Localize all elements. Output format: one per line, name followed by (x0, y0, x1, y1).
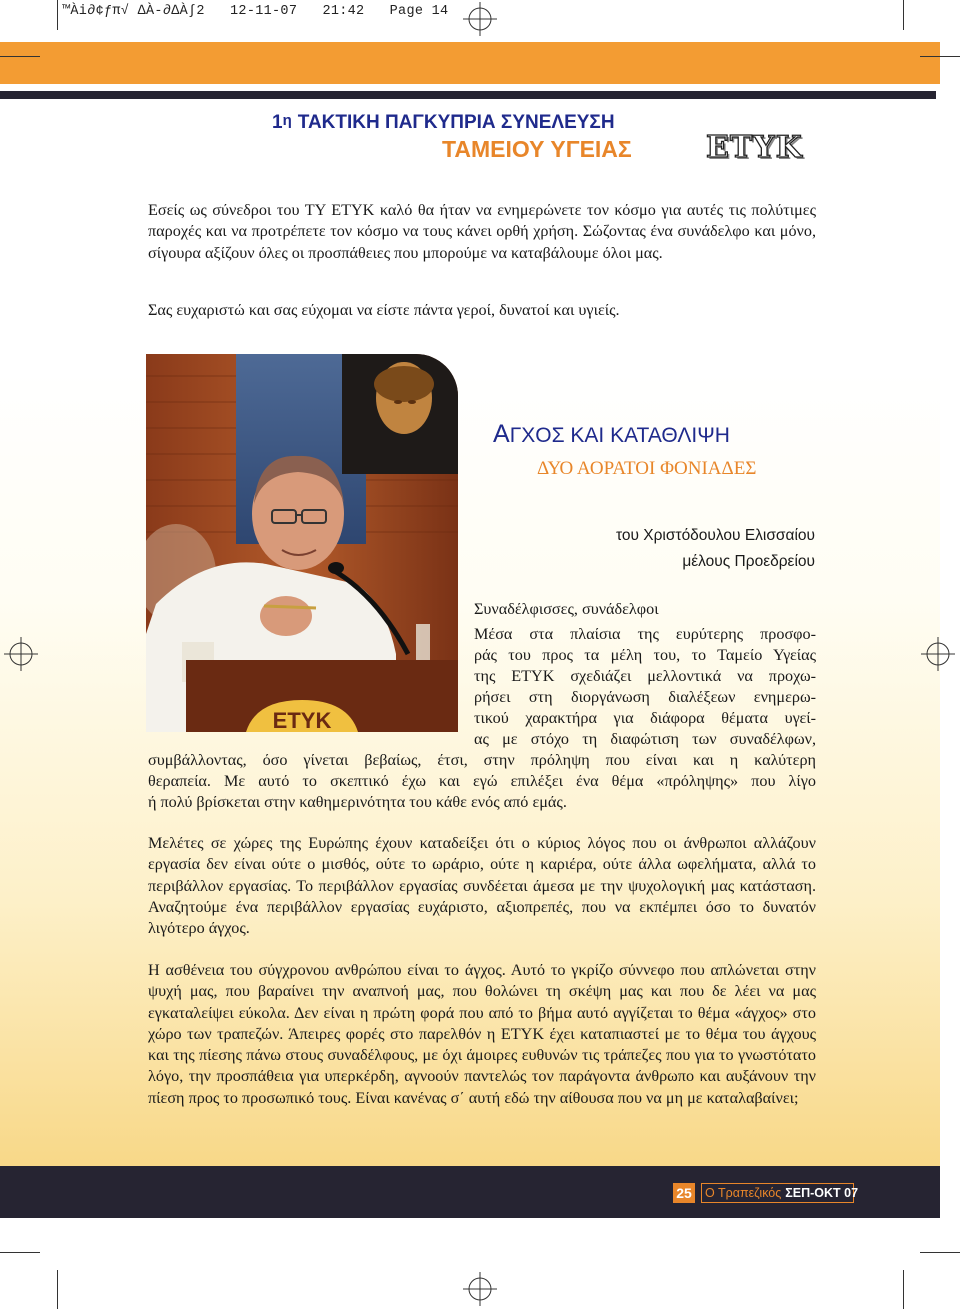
crop-mark (0, 56, 40, 57)
crop-mark (0, 1252, 40, 1253)
podium-logo-text: ΕΤΥΚ (272, 708, 332, 732)
header-dark-strip (0, 91, 936, 99)
magazine-name: Ο Τραπεζικός (705, 1186, 782, 1200)
body-line: θεραπεία. Με αυτό το σκεπτικό έχω και εγώ επιλέξει ένα θέμα «πρόληψης» που λίγο (148, 772, 816, 790)
thanks-paragraph: Σας ευχαριστώ και σας εύχομαι να είστε πάντα γεροί, δυνατοί και υγιείς. (148, 301, 620, 319)
body-line: ράς του προς τα μέλη του, το Ταμείο Υγείας (474, 646, 816, 664)
issue-date: ΣΕΠ-ΟΚΤ 07 (785, 1186, 859, 1200)
article-title-rest: ΓΧΟΣ ΚΑΙ ΚΑΤΑΘΛΙΨΗ (509, 424, 730, 447)
body-line: τικού χαρακτήρα για διάφορα θέματα υγεί- (474, 709, 816, 727)
article-subtitle: ΔΥΟ ΑΟΡΑΤΟΙ ΦΟΝΙΑΔΕΣ (537, 458, 757, 479)
registration-mark-icon (463, 2, 497, 36)
body-line: συμβάλλοντας, όσο γίνεται βεβαίως, έτσι, στην πρόληψη που είναι και η καλύτερη (148, 751, 816, 769)
body-line: ας με στόχο τη διαφώτιση των συναδέλφων, (474, 730, 816, 748)
body-line: ρήσει στη διοργάνωση διαλέξεων ενημερω- (474, 688, 816, 706)
body-paragraph-2: Μελέτες σε χώρες της Ευρώπης έχουν καταδείξει ότι ο κύριος λόγος που οι άνθρωποι αλλάζουν εργασία δεν είναι ούτε ο μισθός, ούτε το ωράριο, ούτε η καριέρα, ούτε άλλα ωφελήματα, αλλά το περιβάλλον εργασίας. Το περιβάλλον εργασίας συνδέεται άμεσα με την ψυχολογική μας κατάσταση. Αναζητούμε ένα περιβάλλον εργασίας ευχάριστο, αξιοπρεπές, που να εκπέμπει όσο το δυνατόν λιγότερο άγχος. (148, 834, 816, 938)
intro-paragraph: Εσείς ως σύνεδροι του ΤΥ ΕΤΥΚ καλό θα ήταν να ενημερώνετε τον κόσμο για αυτές τις πολύτιμες παροχές και να προτρέπετε τον κόσμο να τους κάνει ορθή χρήση. Σώζοντας ένα συνάδελφο και μόνο, σίγουρα αξίζουν όλες οι προσπάθειες που μπορούμε να καταβάλουμε όλοι μας. (148, 201, 816, 262)
section-header-line1 (272, 112, 615, 134)
header-orange-bar (0, 42, 940, 84)
page-number: 25 (673, 1183, 695, 1203)
byline-author: του Χριστόδουλου Ελισσαίου (615, 527, 815, 544)
registration-mark-icon (4, 637, 38, 671)
crop-mark (57, 0, 58, 30)
crop-mark (903, 0, 904, 30)
body-paragraph-3: Η ασθένεια του σύγχρονου ανθρώπου είναι το άγχος. Αυτό το γκρίζο σύννεφο που απλώνεται στην ψυχή μας, που βαραίνει την αναπνοή μας, που θολώνει τη σκέψη μας και που δε λέει να μας εγκαταλείψει εύκολα. Δεν είναι η πρώτη φορά που από το βήμα αυτό αγγίζεται το θέμα «άγχος» στο χώρο των τραπεζών. Άπειρες φορές στο παρελθόν η ΕΤΥΚ έχει καταπιαστεί με το θέμα του άγχους και της πίεσης πάνω στους συναδέλφους, με όχι άμοιρες ευθυνών τις τράπεζες που για το γνωστότατο λόγο, την προσπάθεια για υπερκέρδη, αγνοούν παντελώς τον παράγοντα άνθρωπο και αυξάνουν την πίεση προς το προσωπικό τους. Είναι κανένας σ΄ αυτή εδώ την αίθουσα που να μη με καταλαβαίνει; (148, 961, 816, 1107)
crop-mark (920, 56, 960, 57)
print-slug: ™Ài∂¢ƒπ√ ∆À-∂∆À∫2 12-11-07 21:42 Page 14 (62, 4, 449, 19)
header-assembly-title: ΤΑΚΤΙΚΗ ΠΑΓΚΥΠΡΙΑ ΣΥΝΕΛΕΥΣΗ (297, 112, 615, 133)
crop-mark (903, 1270, 904, 1309)
section-header-line2: ΤΑΜΕΙΟΥ ΥΓΕΙΑΣ (442, 136, 632, 162)
article-title-initial: Α (493, 420, 510, 448)
speaker-photo (146, 354, 458, 732)
body-line: ή πολύ βρίσκεται στην καθημερινότητα του κάθε ενός από εμάς. (148, 793, 567, 811)
salutation: Συναδέλφισσες, συνάδελφοι (474, 600, 659, 618)
etyk-logo: ΕΤΥΚ (706, 130, 803, 165)
footer-publication (701, 1183, 859, 1203)
body-line: Μέσα στα πλαίσια της ευρύτερης προσφο- (474, 625, 816, 643)
registration-mark-icon (463, 1272, 497, 1306)
crop-mark (920, 1252, 960, 1253)
header-superscript: η (282, 112, 292, 129)
crop-mark (57, 1270, 58, 1309)
registration-mark-icon (921, 637, 955, 671)
body-line: της ΕΤΥΚ σχεδιάζει μελλοντικά να προχω- (474, 667, 816, 685)
header-number: 1 (272, 112, 283, 133)
article-title (493, 420, 730, 449)
byline-role: μέλους Προεδρείου (682, 553, 815, 570)
